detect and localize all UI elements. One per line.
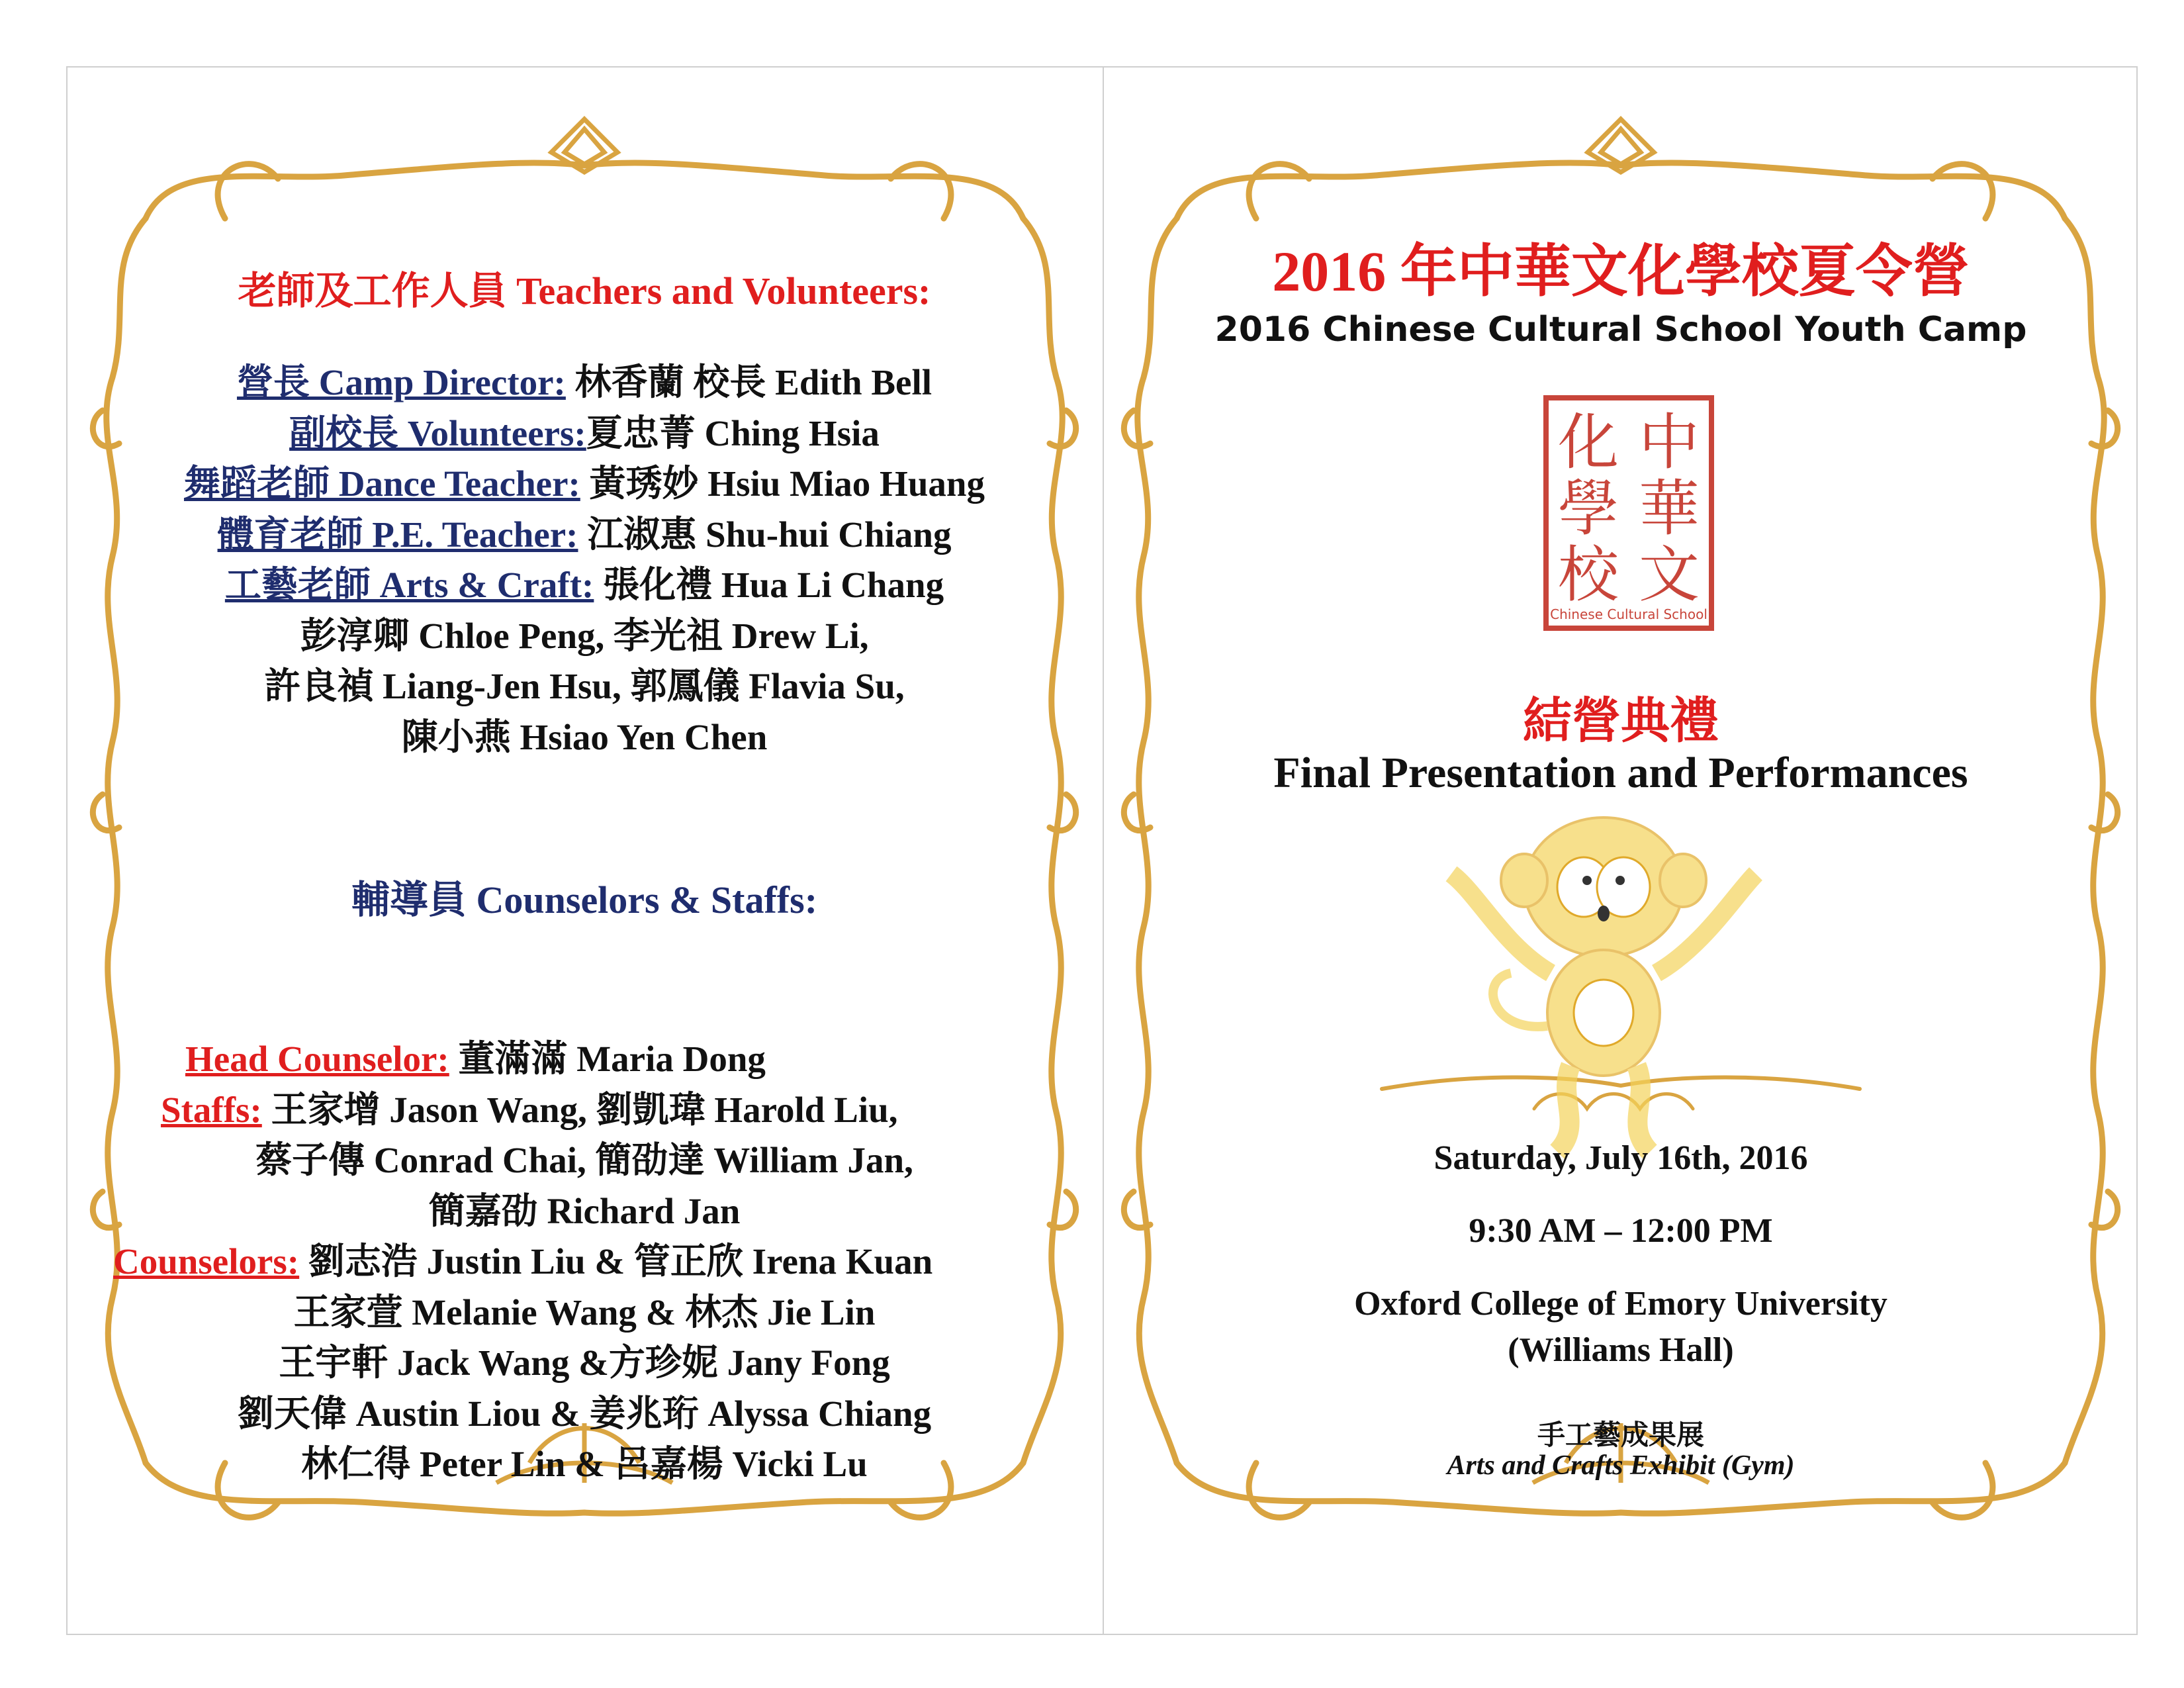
svg-text:華: 華 bbox=[1638, 473, 1700, 544]
ceremony-title-chinese: 結營典禮 bbox=[1523, 694, 1719, 749]
monkey-illustration bbox=[1425, 814, 1782, 1165]
counselors-names: 劉志浩 Justin Liu & 管正欣 Irena Kuan bbox=[299, 1241, 933, 1282]
teachers-list bbox=[66, 357, 1103, 763]
venue-hall: (Williams Hall) bbox=[1508, 1331, 1734, 1369]
right-panel bbox=[1104, 66, 2138, 1635]
event-time: 9:30 AM – 12:00 PM bbox=[1469, 1212, 1773, 1250]
staffs-line: 簡嘉劭 Richard Jan bbox=[428, 1190, 741, 1231]
staffs-row bbox=[66, 1085, 1103, 1136]
pe-teacher-row bbox=[66, 510, 1103, 561]
counselors-line: 劉天偉 Austin Liou & 姜兆珩 Alyssa Chiang bbox=[237, 1393, 932, 1434]
svg-text:Chinese Cultural School: Chinese Cultural School bbox=[1550, 606, 1707, 622]
counselors-row bbox=[66, 1237, 1103, 1288]
event-venue bbox=[1104, 1281, 2138, 1374]
svg-text:校: 校 bbox=[1557, 539, 1619, 610]
arts-craft-name: 張化禮 Hua Li Chang bbox=[594, 565, 944, 605]
arts-craft-label: 工藝老師 Arts & Craft: bbox=[224, 565, 594, 605]
counselors-list bbox=[66, 1034, 1103, 1490]
exhibit-title-english: Arts and Crafts Exhibit (Gym) bbox=[1447, 1450, 1795, 1481]
svg-text:中: 中 bbox=[1638, 407, 1700, 478]
staff-line: 彭淳卿 Chloe Peng, 李光祖 Drew Li, bbox=[300, 615, 869, 656]
counselors-line: 王家萱 Melanie Wang & 林杰 Jie Lin bbox=[293, 1291, 876, 1333]
svg-text:化: 化 bbox=[1557, 407, 1619, 478]
counselors-line: 王宇軒 Jack Wang &方珍妮 Jany Fong bbox=[279, 1342, 890, 1383]
svg-text:學: 學 bbox=[1557, 473, 1619, 544]
left-panel bbox=[66, 66, 1103, 1635]
staffs-names: 王家增 Jason Wang, 劉凱瑋 Harold Liu, bbox=[261, 1089, 898, 1130]
pe-teacher-label: 體育老師 P.E. Teacher: bbox=[217, 514, 578, 555]
volunteers-row bbox=[66, 408, 1103, 459]
volunteers-name: 夏忠菁 Ching Hsia bbox=[586, 412, 880, 453]
camp-director-row bbox=[66, 357, 1103, 408]
school-seal-logo bbox=[1542, 394, 1715, 632]
arts-craft-row bbox=[66, 560, 1103, 611]
head-counselor-name: 董滿滿 Maria Dong bbox=[449, 1039, 766, 1079]
staffs-label: Staffs: bbox=[161, 1089, 262, 1130]
counselors-label: Counselors: bbox=[113, 1241, 300, 1282]
teachers-heading: 老師及工作人員 Teachers and Volunteers: bbox=[238, 269, 931, 312]
staff-line: 陳小燕 Hsiao Yen Chen bbox=[401, 716, 768, 757]
event-date: Saturday, July 16th, 2016 bbox=[1433, 1139, 1808, 1177]
venue-name: Oxford College of Emory University bbox=[1354, 1285, 1888, 1323]
volunteers-label: 副校長 Volunteers: bbox=[289, 412, 586, 453]
head-counselor-row bbox=[66, 1034, 1103, 1085]
pe-teacher-name: 江淑惠 Shu-hui Chiang bbox=[578, 514, 952, 555]
dance-teacher-label: 舞蹈老師 Dance Teacher: bbox=[183, 463, 580, 504]
ceremony-title-english: Final Presentation and Performances bbox=[1273, 749, 1968, 797]
exhibit-title-chinese: 手工藝成果展 bbox=[1537, 1421, 1704, 1451]
counselors-line: 林仁得 Peter Lin & 呂嘉楊 Vicki Lu bbox=[301, 1444, 868, 1484]
counselors-heading: 輔導員 Counselors & Staffs: bbox=[351, 878, 818, 921]
camp-director-name: 林香蘭 校長 Edith Bell bbox=[565, 362, 933, 402]
staff-line: 許良禎 Liang-Jen Hsu, 郭鳳儀 Flavia Su, bbox=[264, 666, 905, 706]
dance-teacher-row bbox=[66, 459, 1103, 510]
camp-title-english: 2016 Chinese Cultural School Youth Camp bbox=[1214, 310, 2027, 350]
camp-title-chinese: 2016 年中華文化學校夏令營 bbox=[1272, 240, 1970, 303]
svg-text:文: 文 bbox=[1638, 539, 1700, 610]
camp-director-label: 營長 Camp Director: bbox=[236, 362, 566, 402]
dance-teacher-name: 黃琇妙 Hsiu Miao Huang bbox=[580, 463, 985, 504]
staffs-line: 蔡子傳 Conrad Chai, 簡劭達 William Jan, bbox=[255, 1140, 913, 1180]
head-counselor-label: Head Counselor: bbox=[185, 1039, 449, 1079]
